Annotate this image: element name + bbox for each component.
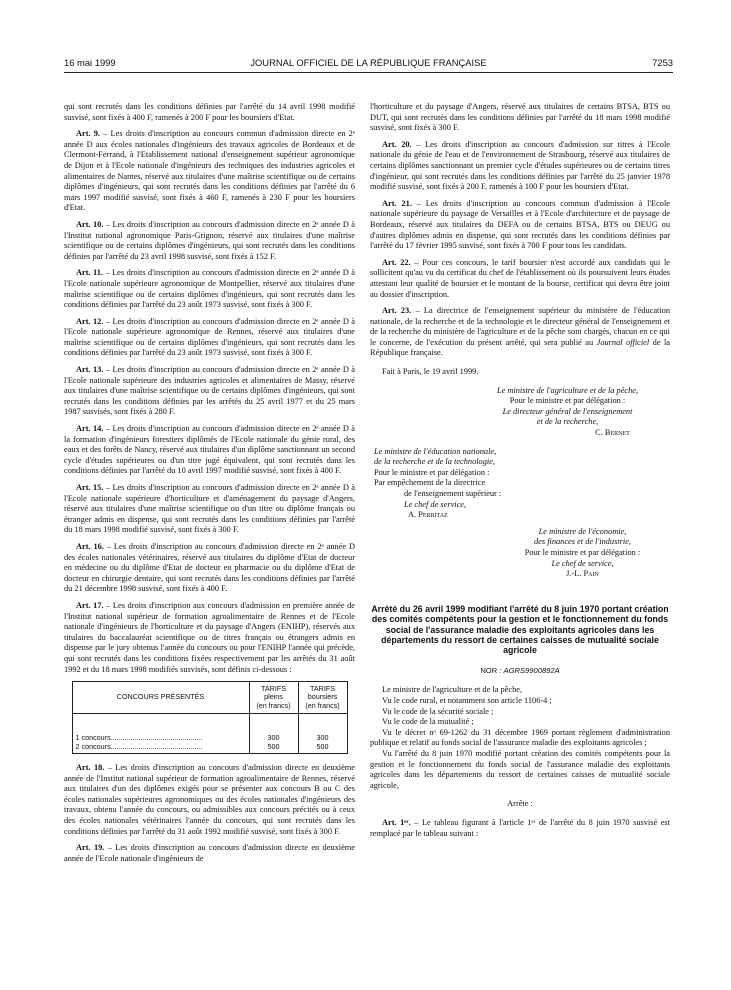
signatory-name: C. Bernet xyxy=(595,428,630,438)
article-1 xyxy=(370,818,670,839)
signature-line: et de la recherche, xyxy=(536,417,599,427)
signature-education xyxy=(374,447,670,521)
table-cell-boursier xyxy=(298,714,347,754)
signature-line: de la recherche et de la technologie, xyxy=(374,457,496,467)
nor-value: AGRS9900892A xyxy=(503,665,560,675)
article-16 xyxy=(64,542,355,595)
signature-line: Par empêchement de la directrice xyxy=(374,478,486,488)
signature-line: Pour le ministre et par délégation : xyxy=(374,467,490,477)
value: 300 xyxy=(267,733,280,743)
article-18 xyxy=(64,763,355,837)
article-label: Art. 13. xyxy=(76,365,104,375)
article-21 xyxy=(370,199,670,252)
visa-line: Le ministre de l'agriculture et de la pêche, xyxy=(382,685,523,695)
nor-label: NOR : xyxy=(480,665,504,675)
table-header-tarifs-pleins xyxy=(249,682,298,714)
tarifs-table xyxy=(72,681,348,754)
row-label: 1 concours.............................................. xyxy=(75,733,203,743)
article-text: – Le tableau figurant à l'article 1ᵉʳ de l'arrêté du 8 juin 1970 susvisé est remplacé par le tableau suivant : xyxy=(370,817,670,838)
table-header-concours: CONCOURS PRÉSENTÉS xyxy=(72,682,249,714)
visa-line: Vu le code rural, et notamment son article 1106-4 ; xyxy=(382,695,552,705)
article-text: – Les droits d'inscription au concours d'admission directe en 2ᵉ année D à l'Ecole nationale supérieure agronomique de Rennes, réservé aux titulaires d'une maîtrise scientifique ou de certains diplômes d'ingénieurs, qui sont recrutés dans les conditions définies par l'arrêté du 23 août 1973 susvisé, sont fixés à 300 F. xyxy=(64,316,355,358)
article-label: Art. 12. xyxy=(76,316,104,326)
row-label: 2 concours.............................................. xyxy=(75,742,203,752)
article-19 xyxy=(64,843,355,864)
article-text: – Les droits d'inscription au concours d'admission directe en 2ᵉ année D des écoles nationales vétérinaires, réservé aux titulaires du diplôme d'Etat de docteur en médecine ou du diplôme d'Etat de docteur en pharmacie ou du diplôme d'Etat de docteur en chirurgie dentaire, qui sont recrutés dans les conditions définies par l'arrêté du 21 décembre 1998 susvisé, sont fixés à 400 F. xyxy=(64,541,356,594)
value: 300 xyxy=(316,733,329,743)
article-text: – Les droits d'inscription au concours d'admission directe en 2ᵉ année D à l'Institut national agronomique Paris-Grignon, réservé aux titulaires d'une maîtrise scientifique ou de certains diplômes d'ingénieurs, qui sont recrutés dans les conditions définies par l'arrêté du 23 avril 1998 susvisé, sont fixés à 152 F. xyxy=(64,219,355,261)
signature-line: Le chef de service, xyxy=(404,499,467,509)
page-header xyxy=(64,57,673,71)
article-text: – Les droits d'inscription au concours commun d'admission directe en 2ᵉ année D aux écoles nationales d'ingénieurs des travaux agricoles de Bordeaux et de Clermont-Ferrand, à l'Etablissement national d'enseignement supérieur agronomique de Dijon et à l'Ecole nationale d'ingénieurs des techniques des industries agricoles et alimentaires de Nantes, réservé aux titulaires d'une maîtrise scientifique ou de certains diplômes d'ingénieurs, qui sont recrutés dans les conditions définies par l'arrêté du 6 mars 1997 modifié susvisé, sont fixés à 460 F, ramenés à 230 F pour les boursiers d'Etat. xyxy=(64,129,355,213)
signature-line: de l'enseignement supérieur : xyxy=(404,489,502,498)
article-11 xyxy=(64,268,355,310)
article-label: Art. 10. xyxy=(76,219,104,229)
article-20 xyxy=(370,140,670,193)
table-row xyxy=(72,714,347,754)
header-line: (en francs) xyxy=(256,700,291,710)
visas xyxy=(370,685,670,791)
paragraph-intro: l'horticulture et du paysage d'Angers, réservé aux titulaires de certains BTSA, BTS ou DUT, qui sont recrutés dans les conditions définies par l'arrêté du 18 mars 1998 modifié susvisé, sont fixés à 300 F. xyxy=(370,102,670,133)
article-12 xyxy=(64,317,355,359)
header-page-number: 7253 xyxy=(652,57,673,68)
header-line: (en francs) xyxy=(305,700,340,710)
journal-officiel: Journal officiel xyxy=(596,337,650,347)
article-label: Art. 22. xyxy=(382,257,411,267)
table-header-row xyxy=(72,682,347,714)
article-text: – Pour ces concours, le tarif boursier n'est accordé aux candidats qui le sollicitent qu'au vu du certificat du chef de l'établissement où ils poursuivent leurs études attestant leur qualité de boursier et le montant de la bourse, certificat qui devra être joint au dossier d'inscription. xyxy=(370,257,671,299)
table-cell-concours xyxy=(72,714,249,754)
signature-line: Le ministre de l'éducation nationale, xyxy=(374,446,497,456)
article-label: Art. 23. xyxy=(382,306,412,316)
article-label: Art. 14. xyxy=(76,424,104,434)
visa-line: Vu le code de la sécurité sociale ; xyxy=(382,706,494,716)
article-23 xyxy=(370,306,670,359)
value: 500 xyxy=(267,742,280,752)
header-rule xyxy=(64,72,673,73)
article-22 xyxy=(370,258,670,300)
article-label: Art. 11. xyxy=(76,268,104,278)
arrete-word: Arrête : xyxy=(507,799,533,809)
article-text: de la République française. xyxy=(370,337,670,358)
article-label: Art. 21. xyxy=(382,198,412,208)
article-text: – La directrice de l'enseignement supérieur du ministère de l'éducation nationale, de la recherche et de la technologie et le directeur général de l'enseignement et de la recherche du ministère de l'agriculture et de la pêche sont chargés, chacun en ce qui le concerne, de l'exécution du présent arrêté, qui sera publié au xyxy=(370,306,671,347)
article-text: – Les droits d'inscription au concours d'admission directe en deuxième année de l'Ecole nationale d'ingénieurs de xyxy=(64,843,355,863)
header-line: TARIFS xyxy=(309,683,336,693)
article-label: Art. 17. xyxy=(76,600,104,610)
signature-line: Pour le ministre et par délégation : xyxy=(524,547,641,557)
nor-reference xyxy=(370,666,670,677)
header-date: 16 mai 1999 xyxy=(64,57,116,68)
signature-line: Le ministre de l'économie, xyxy=(538,526,627,536)
article-text: – Les droits d'inscription aux concours d'admission en première année de l'Institut national supérieur de formation agroalimentaire de Rennes et de l'Ecole nationale d'ingénieurs de l'horticulture et du paysage d'Angers (ENIHP), réservés aux titulaires du baccalauréat scientifique ou de titres français ou étrangers admis en dispense par le jury obtenus l'année du concours ou pour l'ENIHP l'année qui précède, qui sont recrutés dans les conditions fixées respectivement par les arrêtés du 31 août 1992 et du 18 mars 1998 modifiés susvisés, sont définis ci-dessous : xyxy=(64,600,355,674)
article-label: Art. 19. xyxy=(76,843,105,853)
article-15 xyxy=(64,483,355,536)
signature-line: Le chef de service, xyxy=(551,558,614,568)
signatory-name: A. Perritaz xyxy=(408,510,448,520)
article-label: Art. 16. xyxy=(76,541,104,551)
article-14 xyxy=(64,424,355,477)
table-cell-plein xyxy=(249,714,298,754)
table-header-tarifs-boursiers xyxy=(298,682,347,714)
article-text: – Les droits d'inscription au concours d'admission directe en 2ᵉ année D à l'Ecole nationale supérieure d'horticulture et d'aménagement du paysage d'Angers, réservé aux titulaires d'une maîtrise scientifique ou d'un titre ou diplôme français ou étranger admis en dispense, qui sont recrutés dans les conditions définies par l'arrêté du 18 mars 1998 modifié susvisé, sont fixés à 300 F. xyxy=(64,483,355,535)
header-journal-title: JOURNAL OFFICIEL DE LA RÉPUBLIQUE FRANÇAISE xyxy=(250,57,487,68)
header-line: TARIFS xyxy=(260,683,287,693)
article-label: Art. 18. xyxy=(76,763,105,773)
arrete-title: Arrêté du 26 avril 1999 modifiant l'arrêté du 8 juin 1970 portant création des comités compétents pour la gestion et le fonctionnement du fonds social de l'assurance maladie des exploitants agricoles dans les départements du ressort de certaines caisses de mutualité sociale agricole xyxy=(371,603,669,656)
header-line: boursiers xyxy=(307,692,338,702)
signature-line: Pour le ministre et par délégation : xyxy=(509,396,626,406)
visa-line: Vu l'arrêté du 8 juin 1970 modifié portant création des comités compétents pour la gestion et le fonctionnement du fonds social de l'assurance maladie des exploitants agricoles dans les départements du ressort de certaines caisses de mutualité sociale agricole, xyxy=(370,748,670,790)
article-text: – Les droits d'inscription au concours d'admission directe en 2ᵉ année D à l'Ecole nationale supérieure des industries agricoles et alimentaires de Massy, réservé aux titulaires d'une maîtrise scientifique ou de certains diplômes d'ingénieurs, qui sont recrutés dans les conditions définies par les arrêtés du 25 avril 1977 et du 25 mars 1987 susvisés, sont fixés à 280 F. xyxy=(64,365,355,417)
article-text: – Les droits d'inscription au concours commun d'admission à l'Ecole nationale supérieure du paysage de Versailles et à l'Ecole d'architecture et de paysage de Bordeaux, réservé aux titulaires du DEFA ou de certains BTSA, BTS ou DEUG ou d'autres diplômes admis en dispense, qui sont recrutés dans les conditions définies par l'arrêté du 17 février 1995 susvisé, sont fixés à 700 F pour tous les candidats. xyxy=(370,198,670,251)
article-label: Art. 15. xyxy=(76,483,104,492)
article-10 xyxy=(64,220,355,262)
article-label: Art. 1ᵉʳ. xyxy=(382,817,411,827)
right-column xyxy=(370,102,670,845)
signature-line: des finances et de l'industrie, xyxy=(533,537,632,547)
article-text: – Les droits d'inscription au concours d'admission directe en 2ᵉ année D à la formation d'ingénieurs forestiers diplômés de l'Ecole nationale du génie rural, des eaux et des forêts de Nancy, réservé aux titulaires d'un diplôme sanctionnant un second cycle d'études supérieures ou d'un titre jugé équivalent, qui sont recrutés dans les conditions définies par l'arrêté du 10 avril 1997 modifié susvisé, sont fixés à 400 F. xyxy=(64,424,355,476)
article-label: Art. 20. xyxy=(382,139,412,149)
article-13 xyxy=(64,365,355,418)
article-text: – Les droits d'inscription au concours d'admission directe en 2ᵉ année D à l'Ecole nationale supérieure agronomique de Montpellier, réservé aux titulaires d'une maîtrise scientifique ou de certains diplômes d'ingénieurs, qui sont recrutés dans les conditions définies par l'arrêté du 23 août 1973 susvisé, sont fixés à 300 F. xyxy=(64,268,355,310)
article-17 xyxy=(64,601,355,675)
article-9 xyxy=(64,129,355,214)
signature-line: Le directeur général de l'enseignement xyxy=(502,406,633,416)
header-line: pleins xyxy=(264,692,283,702)
left-column xyxy=(64,102,355,870)
visa-line: Vu le code de la mutualité ; xyxy=(382,717,474,727)
article-text: – Les droits d'inscription au concours d'admission sur titres à l'Ecole nationale du génie de l'eau et de l'environnement de Strasbourg, réservé aux titulaires de certains diplômes sanctionnant un premier cycle d'études supérieures ou de certains titres d'ingénieur, qui sont recrutés dans les conditions définies par l'arrêté du 25 janvier 1978 modifié susvisé, sont fixés à 200 F, ramenés à 100 F pour les boursiers d'Etat. xyxy=(370,139,671,192)
signature-line: Le ministre de l'agriculture et de la pêche, xyxy=(496,385,639,395)
signature-agriculture xyxy=(465,386,670,439)
visa-line: Vu le décret nᵒ 69-1262 du 31 décembre 1969 portant règlement d'administration publique et relatif au fonds social de l'assurance maladie des exploitants agricoles ; xyxy=(370,727,670,748)
signature-economie xyxy=(495,527,670,580)
signatory-name: J.-L. Pain xyxy=(566,569,599,579)
article-label: Art. 9. xyxy=(76,129,101,139)
fait-a-paris: Fait à Paris, le 19 avril 1999. xyxy=(382,367,479,377)
value: 500 xyxy=(316,742,329,752)
paragraph-intro: qui sont recrutés dans les conditions définies par l'arrêté du 14 avril 1998 modifié susvisé, sont fixés à 400 F, ramenés à 200 F pour les boursiers d'Etat. xyxy=(64,102,355,122)
article-text: – Les droits d'inscription au concours d'admission directe en deuxième année de l'Institut national supérieur de formation agroalimentaire de Rennes, réservé aux titulaires d'un des diplômes exigés pour se présenter aux concours B ou C des écoles nationales supérieures agronomiques ou des écoles nationales d'ingénieurs des travaux, obtenu l'année du concours, ou admissibles aux concours précités ou à ceux des écoles nationales vétérinaires l'année du concours, qui sont recrutés dans les conditions définies par l'arrêté du 31 août 1992 modifié susvisé, sont fixés à 300 F. xyxy=(64,763,355,836)
